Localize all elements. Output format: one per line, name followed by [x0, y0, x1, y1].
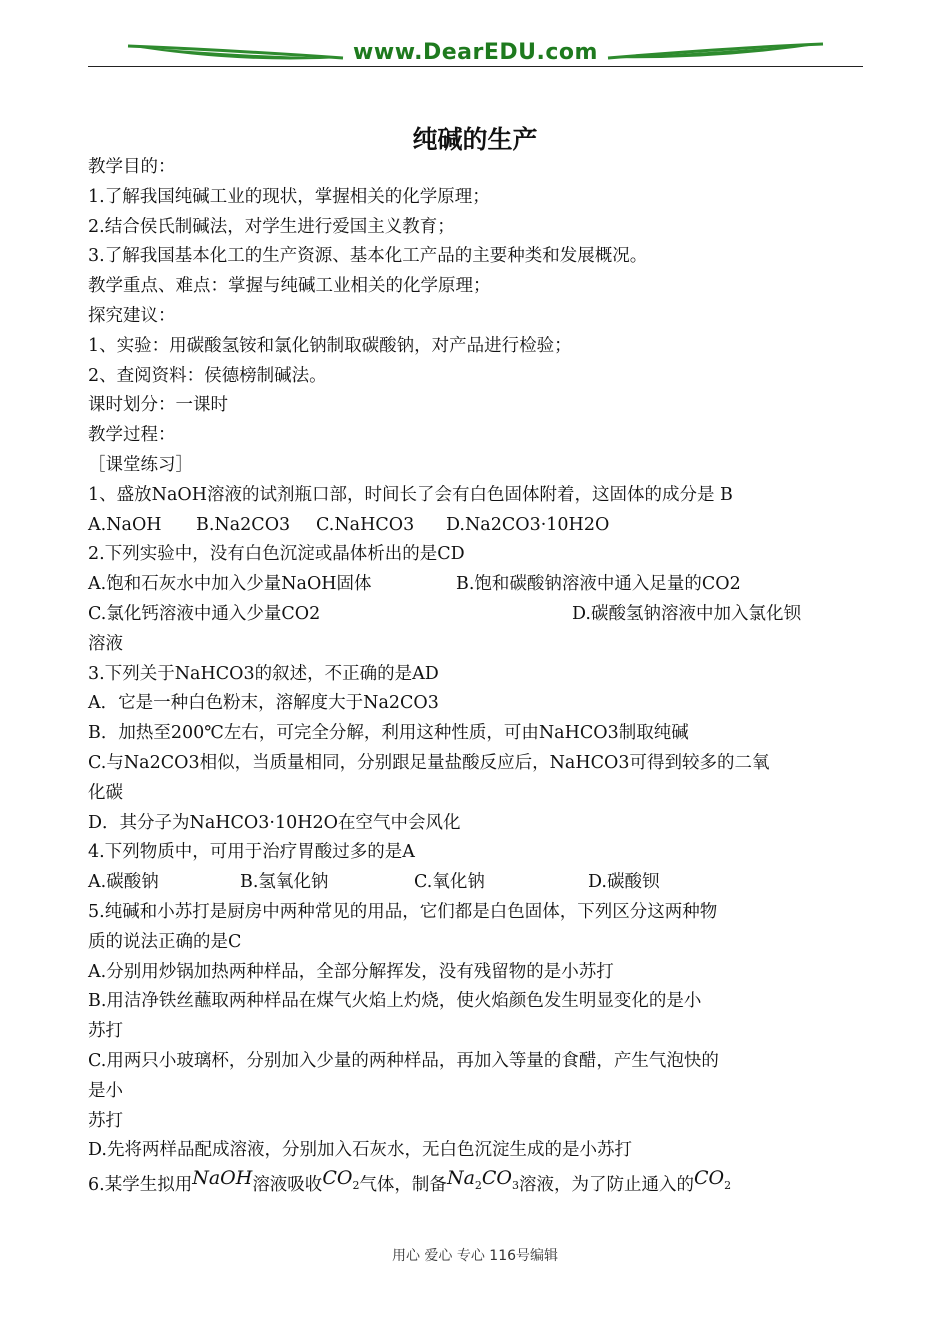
formula-naoh	[192, 1167, 252, 1189]
text-line: 课时划分：一课时	[88, 395, 228, 416]
site-logo[interactable]: www.DearEDU.com	[353, 40, 598, 65]
question-2-options-cd	[88, 600, 864, 630]
option-b: B.氢氧化钠	[240, 872, 329, 893]
option-b: B.用洁净铁丝蘸取两种样品在煤气火焰上灼烧，使火焰颜色发生明显变化的是小	[88, 991, 702, 1012]
text-line: 苏打	[88, 1021, 123, 1042]
header-divider	[88, 66, 863, 67]
question-5: 5.纯碱和小苏打是厨房中两种常见的用品，它们都是白色固体，下列区分这两种物	[88, 901, 718, 922]
option-d: D.Na2CO3·10H2O	[446, 514, 610, 535]
option-d: D．其分子为NaHCO3·10H2O在空气中会风化	[88, 812, 461, 833]
text-line: 2、查阅资料：侯德榜制碱法。	[88, 365, 327, 386]
formula-subscript: 2	[352, 1178, 360, 1192]
formula-na2co3	[446, 1167, 520, 1192]
option-c: C.NaHCO3	[316, 514, 415, 535]
option-d: D.先将两样品配成溶液，分别加入石灰水，无白色沉淀生成的是小苏打	[88, 1140, 632, 1161]
option-d: D.碳酸钡	[588, 872, 660, 893]
formula-text: CO	[694, 1167, 725, 1190]
document-body	[88, 153, 864, 1207]
header-banner	[88, 34, 863, 74]
option-c: C.与Na2CO3相似，当质量相同，分别跟足量盐酸反应后，NaHCO3可得到较多的二氧	[88, 752, 770, 773]
text-line: 教学目的：	[88, 157, 176, 177]
question-2: 2.下列实验中，没有白色沉淀或晶体析出的是CD	[88, 544, 465, 565]
formula-co2	[694, 1167, 732, 1192]
formula-text: CO	[481, 1167, 513, 1190]
text-line: 2.结合侯氏制碱法，对学生进行爱国主义教育；	[88, 216, 455, 237]
page-footer: 用心 爱心 专心 116号编辑	[391, 1248, 559, 1264]
text-line: 教学过程：	[88, 425, 176, 446]
formula-subscript: 3	[512, 1178, 520, 1192]
text-line: 质的说法正确的是C	[88, 931, 242, 952]
option-a: A.碳酸钠	[88, 872, 159, 893]
option-d: D.碳酸氢钠溶液中加入氯化钡	[572, 603, 801, 624]
text-span: 溶液吸收	[252, 1175, 323, 1196]
formula-co2	[322, 1167, 360, 1192]
option-a: A．它是一种白色粉末，溶解度大于Na2CO3	[88, 693, 439, 714]
option-b: B.Na2CO3	[196, 514, 291, 535]
text-line: 1、实验：用碳酸氢铵和氯化钠制取碳酸钠，对产品进行检验；	[88, 335, 572, 356]
text-span: 6.某学生拟用	[88, 1175, 193, 1196]
option-b: B．加热至200℃左右，可完全分解，利用这种性质，可由NaHCO3制取纯碱	[88, 723, 689, 744]
formula-text: NaOH	[192, 1167, 253, 1190]
formula-text: Na	[446, 1167, 475, 1190]
section-heading: ［课堂练习］	[88, 454, 193, 475]
option-a: A.分别用炒锅加热两种样品，全部分解挥发，没有残留物的是小苏打	[88, 961, 614, 982]
text-line: 化碳	[88, 782, 123, 803]
question-1: 1、盛放NaOH溶液的试剂瓶口部，时间长了会有白色固体附着，这固体的成分是 B	[88, 484, 733, 505]
option-c: C.氯化钙溶液中通入少量CO2	[88, 603, 321, 624]
formula-subscript: 2	[474, 1178, 482, 1192]
formula-subscript: 2	[724, 1178, 732, 1192]
question-6	[88, 1167, 864, 1207]
question-3: 3.下列关于NaHCO3的叙述，不正确的是AD	[88, 663, 439, 684]
text-line: 探究建议：	[88, 305, 176, 326]
option-a: A.NaOH	[88, 514, 162, 535]
text-span: 气体，制备	[359, 1175, 447, 1196]
text-line: 教学重点、难点：掌握与纯碱工业相关的化学原理；	[88, 276, 491, 297]
text-line: 1.了解我国纯碱工业的现状，掌握相关的化学原理；	[88, 186, 490, 207]
text-line: 溶液	[88, 633, 123, 654]
text-line: 苏打	[88, 1110, 123, 1131]
question-2-options-ab	[88, 570, 864, 600]
page-title: 纯碱的生产	[412, 125, 538, 154]
question-4: 4.下列物质中，可用于治疗胃酸过多的是A	[88, 842, 415, 863]
option-c: C.氧化钠	[414, 872, 485, 893]
question-1-options	[88, 511, 864, 541]
question-4-options	[88, 868, 864, 898]
formula-text: CO	[322, 1167, 353, 1190]
option-a: A.饱和石灰水中加入少量NaOH固体	[88, 574, 372, 595]
option-b: B.饱和碳酸钠溶液中通入足量的CO2	[456, 574, 741, 595]
text-line: 是小	[88, 1080, 123, 1101]
text-line: 3.了解我国基本化工的生产资源、基本化工产品的主要种类和发展概况。	[88, 246, 648, 267]
text-span: 溶液，为了防止通入的	[519, 1175, 695, 1196]
option-c: C.用两只小玻璃杯，分别加入少量的两种样品，再加入等量的食醋，产生气泡快的	[88, 1050, 719, 1071]
